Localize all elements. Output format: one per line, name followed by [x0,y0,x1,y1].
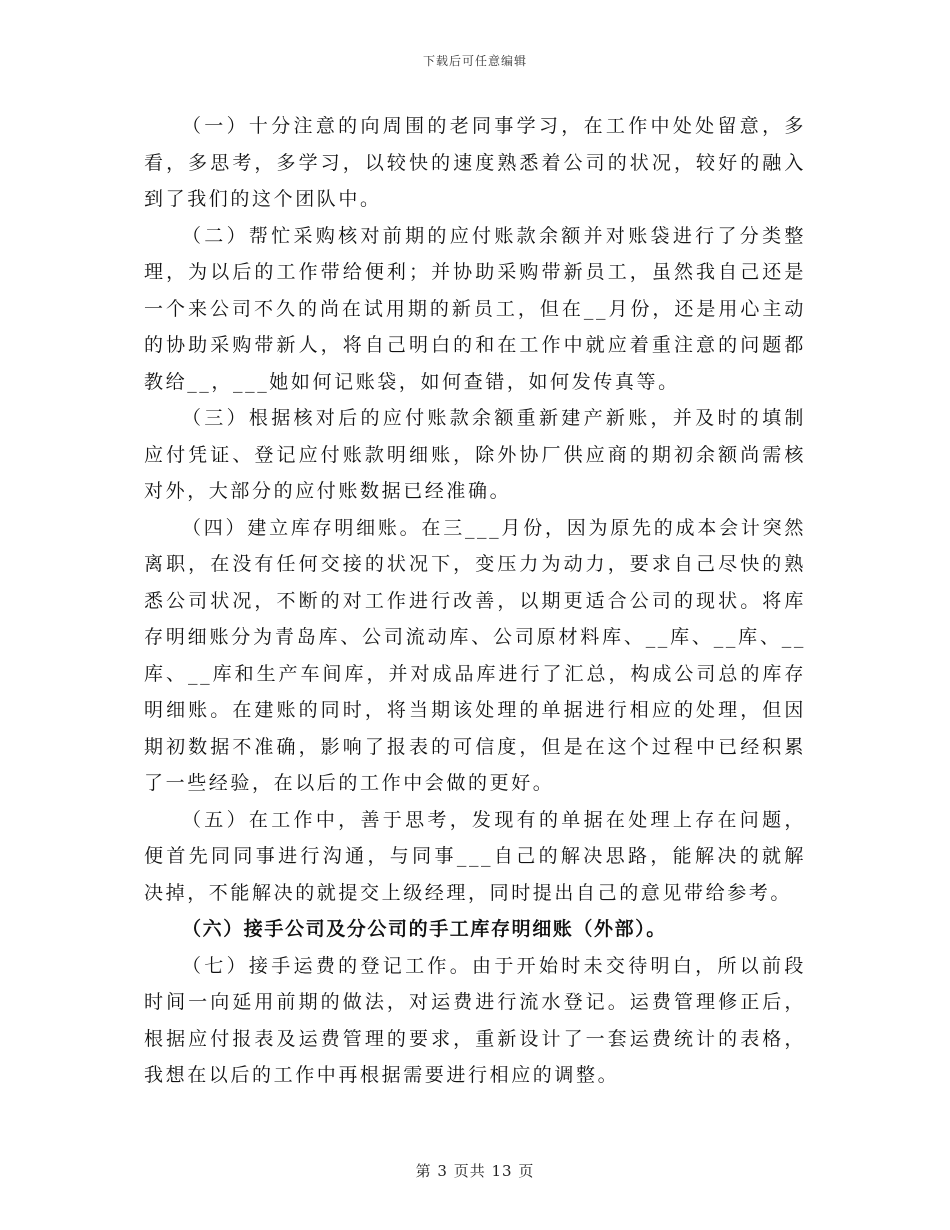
paragraph-5: （五）在工作中，善于思考，发现有的单据在处理上存在问题，便首先同同事进行沟通，与同事___自己的解决思路，能解决的就解决掉，不能解决的就提交上级经理，同时提出自己的意见带给参考。 [144,808,806,904]
paragraph-6-heading: （六）接手公司及分公司的手工库存明细账（外部）。 [182,918,667,940]
paragraph-1: （一）十分注意的向周围的老同事学习，在工作中处处留意，多看，多思考，多学习，以较快的速度熟悉着公司的状况，较好的融入到了我们的这个团队中。 [144,115,806,210]
page-footer: 第 3 页共 13 页 [415,1162,535,1180]
paragraph-2: （二）帮忙采购核对前期的应付账款余额并对账袋进行了分类整理，为以后的工作带给便利；并协助采购带新员工，虽然我自己还是一个来公司不久的尚在试用期的新员工，但在__月份，还是用心主动的协助采购带新人，将自己明白的和在工作中就应着重注意的问题都教给__，___她如何记账袋，如何查错，如何发传真等。 [144,224,806,393]
paragraph-4: （四）建立库存明细账。在三___月份，因为原先的成本会计突然离职，在没有任何交接的状况下，变压力为动力，要求自己尽快的熟悉公司状况，不断的对工作进行改善，以期更适合公司的现状。将库存明细账分为青岛库、公司流动库、公司原材料库、__库、__库、__库、__库和生产车间库，并对成品库进行了汇总，构成公司总的库存明细账。在建账的同时，将当期该处理的单据进行相应的处理，但因期初数据不准确，影响了报表的可信度，但是在这个过程中已经积累了一些经验，在以后的工作中会做的更好。 [144,516,806,794]
paragraph-3: （三）根据核对后的应付账款余额重新建产新账，并及时的填制应付凭证、登记应付账款明细账，除外协厂供应商的期初余额尚需核对外，大部分的应付账数据已经准确。 [144,407,806,502]
document-body [144,108,806,1094]
paragraph-7: （七）接手运费的登记工作。由于开始时未交待明白，所以前段时间一向延用前期的做法，对运费进行流水登记。运费管理修正后，根据应付报表及运费管理的要求，重新设计了一套运费统计的表格，我想在以后的工作中再根据需要进行相应的调整。 [144,954,806,1086]
page-header: 下载后可任意编辑 [422,54,527,68]
